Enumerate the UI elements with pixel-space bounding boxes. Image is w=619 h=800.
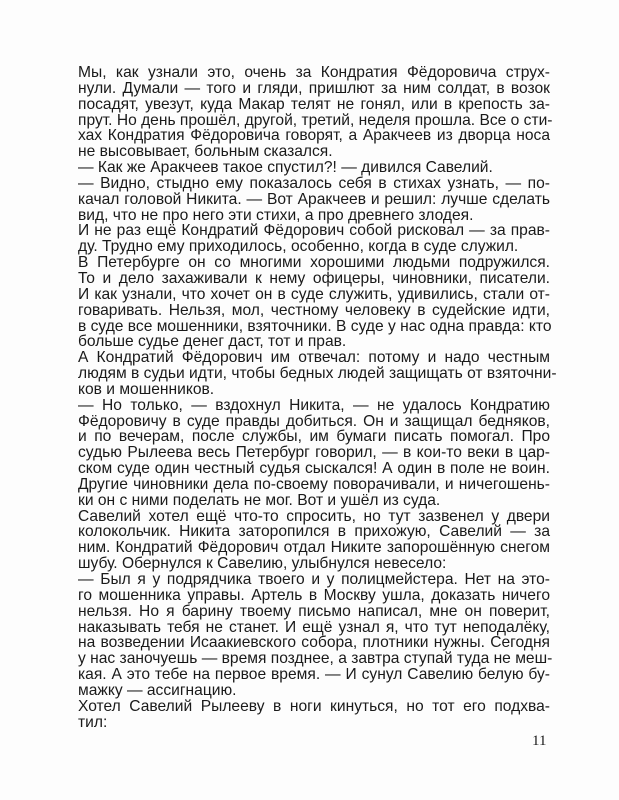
text-line: людям в судьи идти, чтобы бедных людей защищать от взяточни- <box>78 365 557 383</box>
paragraph <box>62 223 550 255</box>
paragraph <box>62 571 553 699</box>
paragraph <box>62 699 550 731</box>
page-number: 11 <box>532 733 547 749</box>
text-line: — Но только, — вздохнул Никита, — не удалось Кондратию <box>78 396 550 414</box>
text-line: наказывать тебя не станет. И ещё узнал я, что тут неподалёку, <box>78 618 550 636</box>
text-line: ду. Трудно ему приходилось, особенно, когда в суде служил. <box>78 238 519 256</box>
text-line: тил: <box>78 713 108 731</box>
text-line: И не раз ещё Кондратий Фёдорович собой рисковал — за прав- <box>78 222 550 240</box>
text-line: колокольчик. Никита заторопился в прихожую, Савелий — за <box>78 523 550 541</box>
text-line: хах Кондратия Фёдоровича говорят, а Аракчеев из дворца носа <box>78 127 550 145</box>
text-line: ском суде один честный судья сыскался! А один в поле не воин. <box>78 460 550 478</box>
text-line: ним. Кондратий Фёдорович отдал Никите запорошённую снегом <box>78 539 550 557</box>
text-line: Савелий хотел ещё что-то спросить, но тут зазвенел у двери <box>78 507 550 525</box>
text-line: судью Рылеева весь Петербург говорил, — в кои-то веки в цар- <box>78 444 550 462</box>
body-text <box>62 64 557 731</box>
text-line: Мы, как узнали это, очень за Кондратия Фёдоровича струх- <box>78 64 550 81</box>
text-line: кая. А это тебе на первое время. — И сунул Савелию белую бу- <box>78 666 550 684</box>
paragraph <box>62 509 550 572</box>
paragraph <box>62 255 550 350</box>
text-line: на возведении Исаакиевского собора, плотники нужны. Сегодня <box>78 634 550 652</box>
text-line: прут. Но день прошёл, другой, третий, неделя прошла. Все о сти- <box>78 111 553 129</box>
text-line: ки он с ними поделать не мог. Вот и ушёл из суда. <box>78 491 441 509</box>
paragraph <box>62 64 553 161</box>
text-line: качал головой Никита. — Вот Аракчеев и решил: лучше сделать <box>78 190 550 208</box>
paragraph <box>62 176 550 224</box>
paragraph <box>62 160 550 176</box>
text-line: у нас заночуешь — время позднее, а завтра ступай туда не меш- <box>78 650 553 668</box>
text-line: нули. Думали — того и гляди, пришлют за ним солдат, в возок <box>78 79 550 97</box>
text-line: го мошенника управы. Артель в Москву ушла, доказать ничего <box>78 586 550 604</box>
text-line: посадят, увезут, куда Макар телят не гонял, или в крепость за- <box>78 95 550 113</box>
text-line: больше судье денег даст, тот и прав. <box>78 333 347 351</box>
text-line: А Кондратий Фёдорович им отвечал: потому и надо честным <box>78 349 550 367</box>
text-line: ков и мошенников. <box>78 380 215 398</box>
text-line: Фёдоровичу в суде правды добиться. Он и защищал бедняков, <box>78 412 550 430</box>
text-line: — Был я у подрядчика твоего и у полицмейстера. Нет на это- <box>78 571 550 588</box>
text-line: вид, что не про него эти стихи, а про древнего злодея. <box>78 206 474 224</box>
text-line: и по вечерам, после службы, им бумаги писать помогал. Про <box>78 428 550 446</box>
text-line: говаривать. Нельзя, мол, честному человеку в судейские идти, <box>78 301 550 319</box>
paragraph <box>62 349 557 398</box>
text-line: Другие чиновники дела по-своему поворачивали, и ничегошень- <box>78 475 550 493</box>
text-line: шубу. Обернулся к Савелию, улыбнулся невесело: <box>78 555 447 573</box>
text-line: То и дело захаживали к нему офицеры, чиновники, писатели. <box>78 269 550 287</box>
text-line: И как узнали, что хочет он в суде служить, удивились, стали от- <box>78 285 550 303</box>
text-line: нельзя. Но я барину твоему письмо написал, мне он поверит, <box>78 602 550 620</box>
paragraph <box>62 398 550 509</box>
text-line: Хотел Савелий Рылееву в ноги кинуться, но тот его подхва- <box>78 697 550 715</box>
text-line: — Как же Аракчеев такое спустил?! — дивился Савелий. <box>78 159 493 177</box>
text-line: в суде все мошенники, взяточники. В суде у нас одна правда: кто <box>78 317 552 335</box>
text-line: мажку — ассигнацию. <box>78 681 237 699</box>
text-line: — Видно, стыдно ему показалось себя в стихах узнать, — по- <box>78 174 550 192</box>
text-line: В Петербурге он со многими хорошими людьми подружился. <box>78 254 550 272</box>
text-line: не высовывает, больным сказался. <box>78 143 333 161</box>
